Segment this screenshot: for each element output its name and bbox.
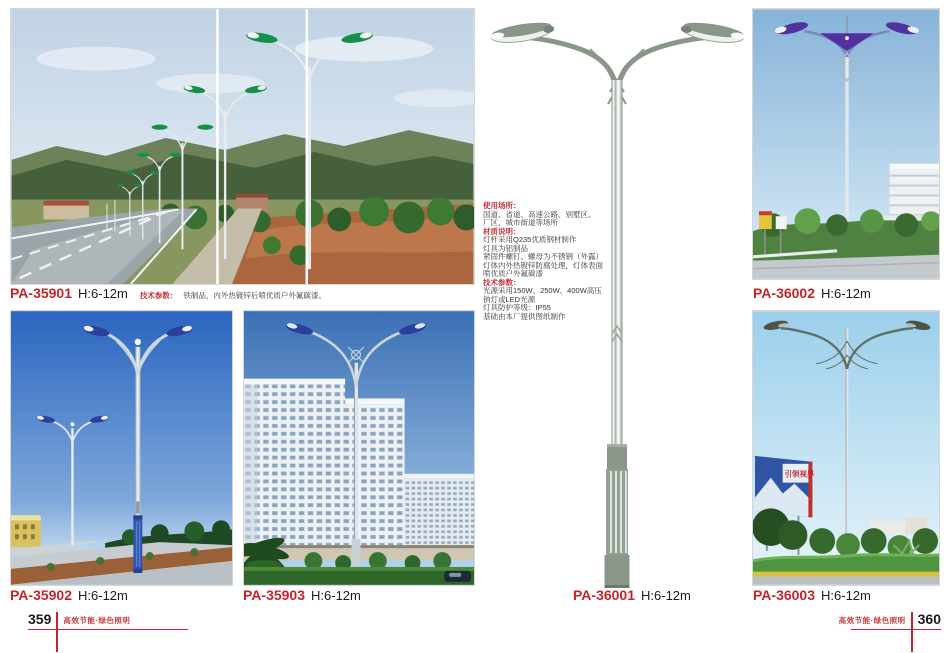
photo-pa35902	[10, 310, 233, 586]
footer-right	[839, 612, 941, 652]
photo-divider	[216, 9, 218, 284]
page-number-right: 360	[917, 611, 941, 627]
footer-divider-line	[911, 612, 913, 652]
product-height: H:6-12m	[641, 588, 691, 603]
product-height: H:6-12m	[311, 588, 361, 603]
curb	[753, 572, 939, 577]
lamp-pole-base	[605, 444, 630, 588]
car	[444, 571, 471, 582]
product-height: H:6-12m	[78, 286, 128, 301]
product-id: PA-35903	[243, 587, 306, 603]
footer-underline-left	[28, 629, 188, 630]
spec-line: 光源采用150W、250W、400W高压	[483, 286, 602, 295]
product-label-pa35901	[10, 285, 326, 301]
road	[753, 577, 939, 585]
billboard-text: 引领视界	[784, 469, 815, 479]
spec-line: 灯杆采用Q235优质钢材制作	[483, 235, 577, 244]
footer-slogan-right: 高效节能·绿色照明	[838, 616, 906, 625]
spec-line: 灯具为铝制品	[483, 243, 528, 253]
product-label-pa36003	[753, 587, 871, 603]
product-label-pa35903	[243, 587, 361, 603]
page-number-left: 359	[28, 611, 52, 627]
photo-pa36002-image	[753, 9, 939, 279]
product-height: H:6-12m	[821, 286, 871, 301]
spec-line: 厂区、城市街道等场所	[483, 218, 558, 227]
photo-pa36003-image	[753, 311, 939, 585]
product-note-title: 技术参数：	[139, 291, 178, 300]
product-id: PA-35901	[10, 285, 73, 301]
product-height: H:6-12m	[821, 588, 871, 603]
photo-divider	[306, 9, 308, 284]
product-height: H:6-12m	[78, 588, 128, 603]
footer-divider-line	[56, 612, 58, 652]
product-id: PA-36001	[573, 587, 636, 603]
spec-material-title: 材质说明：	[483, 226, 521, 236]
product-id: PA-36002	[753, 285, 816, 301]
spec-panel	[483, 202, 668, 321]
photo-pa35902-image	[11, 311, 232, 585]
photo-pa36003	[752, 310, 940, 586]
building-yellow	[11, 515, 41, 547]
spec-line: 紧固件螺钉、螺母为不锈钢（外露）	[483, 252, 603, 261]
photo-pa35903	[243, 310, 475, 586]
product-id: PA-35902	[10, 587, 73, 603]
product-label-pa36002	[753, 285, 871, 301]
spec-line: 基础由本厂提供图纸制作	[483, 311, 566, 321]
spec-line: 灯体内外热镀锌防腐处理，灯体表面	[483, 260, 603, 270]
photo-pa36002	[752, 8, 940, 280]
spec-line: 国道、省道、高速公路、别墅区、	[483, 209, 596, 219]
photo-pa35903-image	[244, 311, 474, 585]
product-label-pa36001	[573, 587, 691, 603]
spec-line: 灯具防护等级：IP55	[483, 303, 551, 312]
product-id: PA-36003	[753, 587, 816, 603]
spec-line: 喷优质户外氟碳漆	[483, 269, 543, 278]
spec-tech-title: 技术参数：	[483, 277, 521, 287]
photo-pa35901	[10, 8, 475, 285]
footer-underline-right	[851, 629, 941, 630]
photo-pa35901-image	[11, 9, 474, 284]
footer-left	[28, 612, 130, 652]
product-note: 铁制品，内外热镀锌后喷优质户外氟碳漆。	[183, 291, 326, 300]
spec-usage-title: 使用场所：	[483, 201, 521, 210]
spec-line: 钠灯或LED光源	[483, 294, 536, 304]
footer-slogan-left: 高效节能·绿色照明	[63, 616, 131, 625]
product-label-pa35902	[10, 587, 128, 603]
